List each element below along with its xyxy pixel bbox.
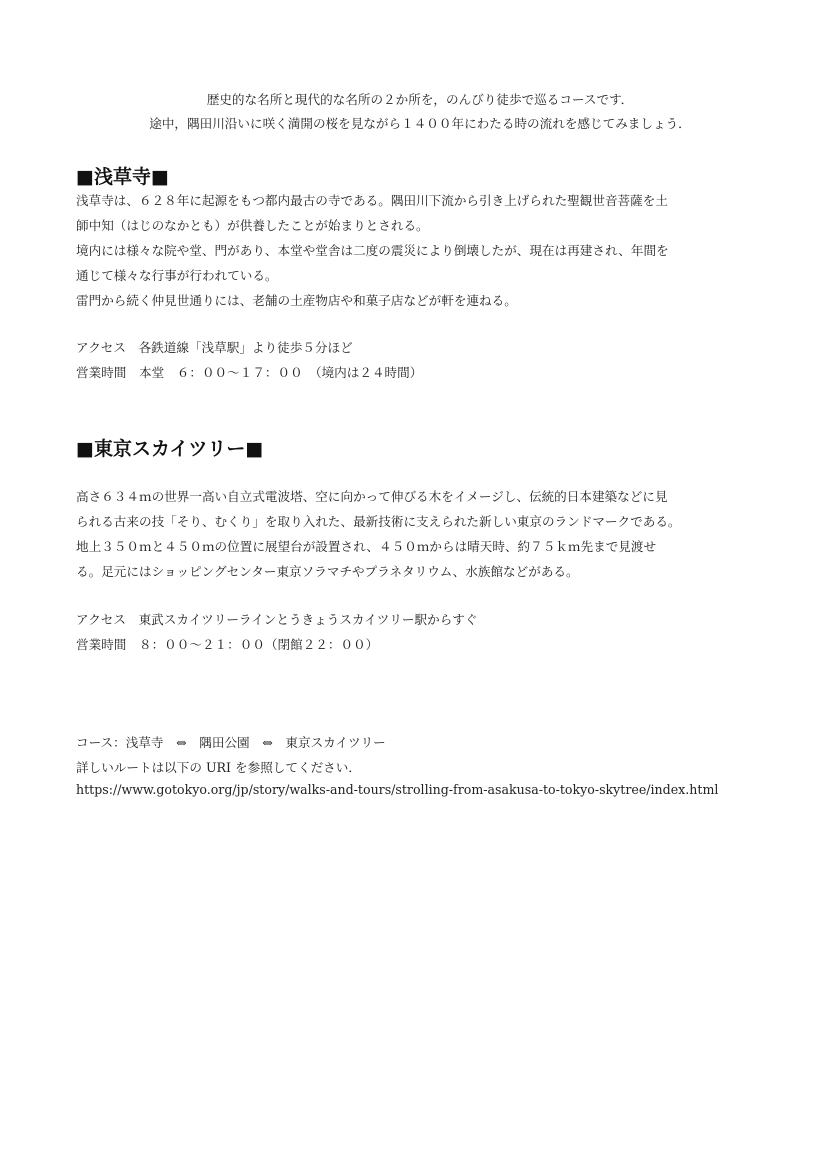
intro-line-1: 歴史的な名所と現代的な名所の２か所を，のんびり徒歩で巡るコースです． bbox=[206, 92, 634, 107]
skytree-body-line: る。足元にはショッピングセンター東京ソラマチやプラネタリウム、水族館などがある。 bbox=[76, 564, 579, 579]
asakusa-hours: 営業時間 本堂 ６：００～１７：００ （境内は２４時間） bbox=[76, 365, 423, 380]
intro bbox=[60, 88, 780, 136]
intro-line-2: 途中，隅田川沿いに咲く満開の桜を見ながら１４００年にわたる時の流れを感じてみましょう． bbox=[149, 116, 691, 131]
skytree-access: アクセス 東武スカイツリーラインとうきょうスカイツリー駅からすぐ bbox=[76, 612, 478, 627]
asakusa-body-line: 境内には様々な院や堂、門があり、本堂や堂舎は二度の震災により倒壊したが、現在は再建され、年間を bbox=[76, 243, 669, 258]
course-route: コース：浅草寺 ⇔ 隅田公園 ⇔ 東京スカイツリー bbox=[76, 735, 386, 750]
course-url-link[interactable]: https://www.gotokyo.org/jp/story/walks-and-tours/strolling-from-asakusa-to-tokyo-skytree/index.html bbox=[76, 782, 719, 797]
asakusa-info bbox=[76, 335, 756, 385]
skytree-heading: ■東京スカイツリー■ bbox=[76, 438, 264, 460]
asakusa-body-line: 通じて様々な行事が行われている。 bbox=[76, 268, 278, 283]
asakusa-heading: ■浅草寺■ bbox=[76, 166, 169, 188]
skytree-body-line: 地上３５０ｍと４５０ｍの位置に展望台が設置され、４５０ｍからは晴天時、約７５ｋｍ先まで見渡せ bbox=[76, 539, 657, 554]
asakusa-access: アクセス 各鉄道線「浅草駅」より徒歩５分ほど bbox=[76, 340, 353, 355]
skytree-body bbox=[76, 484, 756, 584]
asakusa-body-line: 浅草寺は、６２８年に起源をもつ都内最古の寺である。隅田川下流から引き上げられた聖観世音菩薩を土 bbox=[76, 193, 668, 208]
skytree-body-line: 高さ６３４ｍの世界一高い自立式電波塔、空に向かって伸びる木をイメージし、伝統的日本建築などに見 bbox=[76, 489, 668, 504]
asakusa-body-line: 師中知（はじのなかとも）が供養したことが始まりとされる。 bbox=[76, 218, 429, 233]
asakusa-body bbox=[76, 188, 756, 313]
skytree-body-line: られる古来の技「そり、むくり」を取り入れた、最新技術に支えられた新しい東京のランドマークである。 bbox=[76, 514, 681, 529]
skytree-hours: 営業時間 ８：００～２１：００（閉館２２：００） bbox=[76, 637, 379, 652]
course-info bbox=[76, 730, 756, 780]
skytree-info bbox=[76, 607, 756, 657]
course-note: 詳しいルートは以下の URI を参照してください． bbox=[76, 760, 361, 775]
asakusa-body-line: 雷門から続く仲見世通りには、老舗の土産物店や和菓子店などが軒を連ねる。 bbox=[76, 293, 517, 308]
